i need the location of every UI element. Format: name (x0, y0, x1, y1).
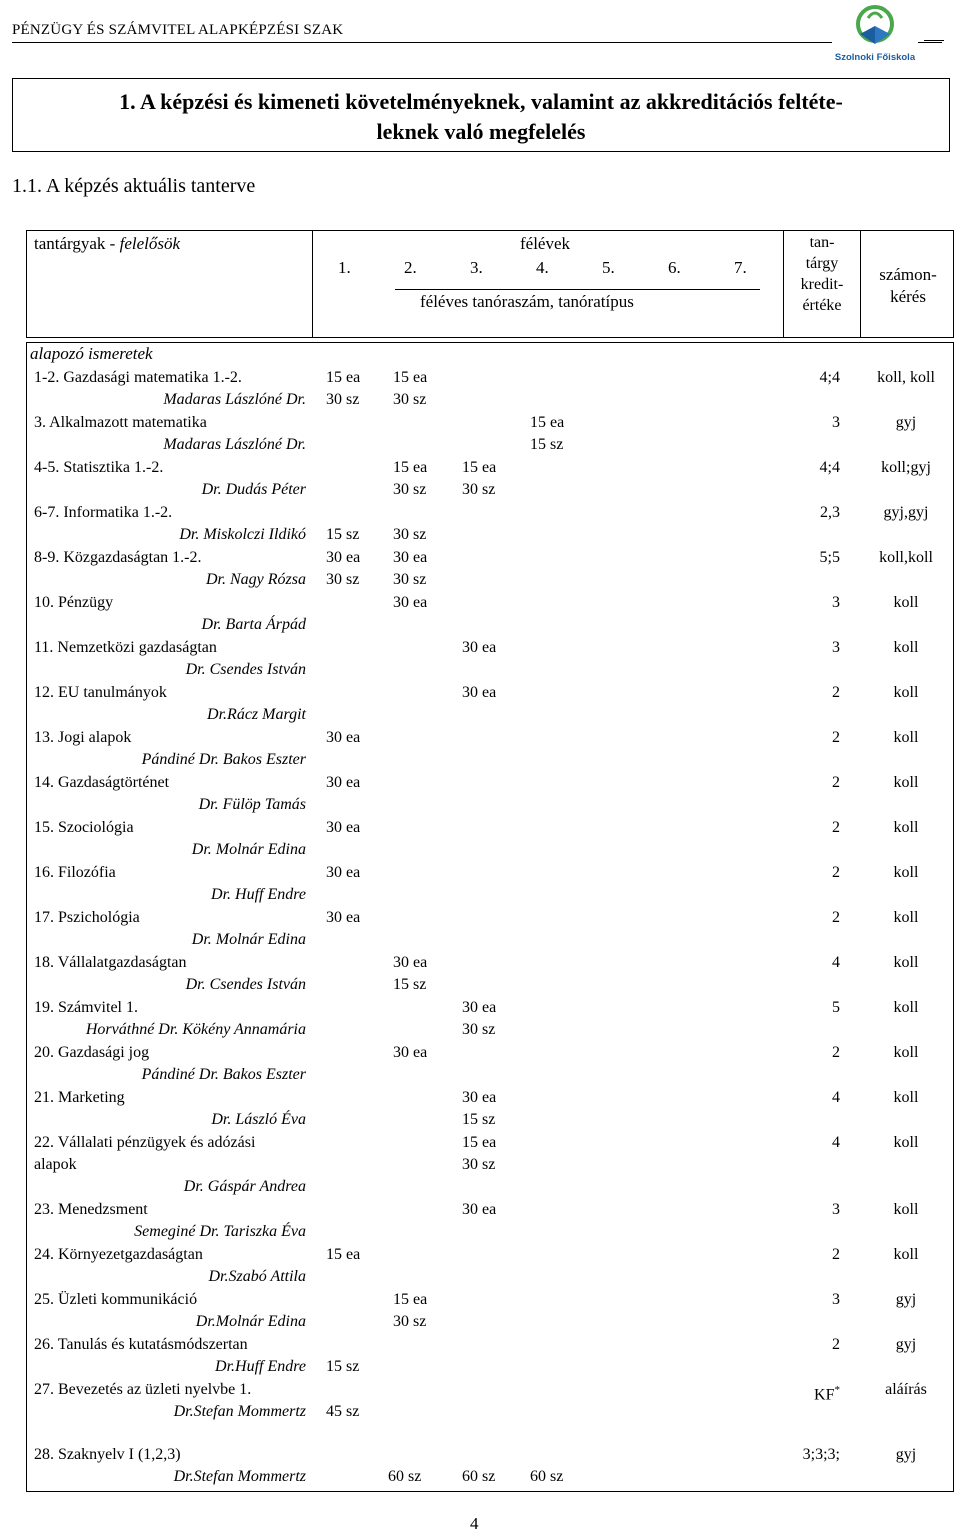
exam-type: koll (893, 594, 919, 611)
group-label: alapozó ismeretek (30, 344, 153, 363)
subject-name: 1-2. Gazdasági matematika 1.-2. (34, 369, 242, 386)
credit-value: 3;3;3; (802, 1446, 840, 1463)
subject-name: 20. Gazdasági jog (34, 1044, 150, 1061)
hours-cell: 15 ea (393, 459, 428, 476)
hours-cell: 30 sz (462, 481, 496, 498)
semester-number: 5. (602, 258, 615, 277)
subject-responsible: Dr. Miskolczi Ildikó (179, 526, 306, 543)
subject-responsible: Dr. Csendes István (185, 976, 306, 993)
subject-responsible: Semeginé Dr. Tariszka Éva (134, 1223, 306, 1240)
school-logo (832, 4, 918, 66)
section-title-box (12, 78, 950, 152)
hours-type-header: féléves tanóraszám, tanóratípus (420, 292, 634, 311)
credit-value: 4 (832, 1134, 840, 1151)
subject-name: 18. Vállalatgazdaságtan (34, 954, 187, 971)
exam-type: koll (893, 819, 919, 836)
hours-cell: 30 sz (462, 1021, 496, 1038)
hours-cell: 30 ea (462, 999, 497, 1016)
semester-number: 6. (668, 258, 681, 277)
subject-name: 10. Pénzügy (34, 594, 114, 611)
subject-name: 3. Alkalmazott matematika (34, 414, 207, 431)
credit-value: 2 (832, 864, 840, 881)
subjects-header: tantárgyak - felelősök (34, 234, 181, 253)
credit-value: 2 (832, 909, 840, 926)
hours-cell: 30 sz (393, 481, 427, 498)
subject-name: 27. Bevezetés az üzleti nyelvbe 1. (34, 1381, 252, 1398)
credit-value: 2 (832, 819, 840, 836)
hours-cell: 60 sz (388, 1468, 422, 1485)
exam-type: koll;gyj (881, 459, 931, 476)
exam-type: gyj (895, 1291, 917, 1308)
subject-name: 12. EU tanulmányok (34, 684, 167, 701)
section-title-line2: leknek való megfelelés (376, 119, 586, 144)
hours-cell: 30 sz (462, 1156, 496, 1173)
hours-cell: 30 sz (393, 571, 427, 588)
subject-responsible: Horváthné Dr. Kökény Annamária (85, 1021, 306, 1038)
semester-number: 4. (536, 258, 549, 277)
exam-type: gyj (895, 414, 917, 431)
subject-name: 8-9. Közgazdaságtan 1.-2. (34, 549, 202, 566)
credit-value: 2 (832, 1246, 840, 1263)
hours-cell: 15 ea (393, 1291, 428, 1308)
subject-name: 11. Nemzetközi gazdaságtan (34, 639, 217, 656)
hours-cell: 30 ea (326, 774, 361, 791)
subject-name: 21. Marketing (34, 1089, 125, 1106)
credit-value: 4;4 (819, 369, 840, 386)
subject-responsible: Dr.Huff Endre (215, 1358, 306, 1375)
credit-value: 4 (832, 1089, 840, 1106)
exam-type: gyj (895, 1336, 917, 1353)
credit-value: 3 (832, 1201, 840, 1218)
credit-value: 2 (832, 684, 840, 701)
exam-type: koll (893, 1246, 919, 1263)
hours-cell: 15 ea (393, 369, 428, 386)
hours-cell: 30 ea (393, 594, 428, 611)
hours-cell: 30 ea (393, 954, 428, 971)
subject-responsible: Dr. Huff Endre (211, 886, 306, 903)
exam-type: koll (893, 639, 919, 656)
subject-name: 15. Szociológia (34, 819, 134, 836)
credit-value: KF* (814, 1384, 840, 1404)
subject-responsible: Madaras Lászlóné Dr. (163, 391, 306, 408)
exam-type: koll,koll (879, 549, 933, 566)
exam-type: gyj (895, 1446, 917, 1463)
subject-name: 26. Tanulás és kutatásmódszertan (34, 1336, 248, 1353)
hours-cell: 15 sz (326, 526, 360, 543)
subject-responsible: Pándiné Dr. Bakos Eszter (141, 1066, 306, 1083)
exam-type: aláírás (885, 1381, 927, 1398)
hours-cell: 30 ea (462, 684, 497, 701)
credit-value: 5 (832, 999, 840, 1016)
subject-name: 16. Filozófia (34, 864, 116, 881)
subject-responsible: Dr. Dudás Péter (201, 481, 306, 498)
hours-cell: 30 ea (326, 864, 361, 881)
subject-name: 19. Számvitel 1. (34, 999, 138, 1016)
credit-value: 2 (832, 774, 840, 791)
logo-text: Szolnoki Főiskola (834, 52, 916, 63)
subject-responsible: Dr. Molnár Edina (191, 931, 306, 948)
exam-header: számon- kérés (879, 265, 937, 306)
page-number: 4 (470, 1514, 479, 1533)
semesters-header: félévek (520, 234, 571, 253)
credit-header: tan- tárgy kredit- értéke (800, 234, 844, 314)
hours-cell: 15 ea (462, 1134, 497, 1151)
exam-type: koll (893, 1201, 919, 1218)
logo-emblem-icon (832, 4, 918, 52)
hours-cell: 30 ea (326, 819, 361, 836)
hours-cell: 30 ea (393, 549, 428, 566)
exam-type: koll (893, 1134, 919, 1151)
hours-cell: 30 sz (393, 526, 427, 543)
hours-cell: 15 ea (530, 414, 565, 431)
credit-value: 3 (832, 414, 840, 431)
hours-cell: 60 sz (530, 1468, 564, 1485)
subject-responsible: Dr. László Éva (211, 1111, 306, 1128)
exam-type: koll, koll (877, 369, 935, 386)
hours-cell: 30 ea (326, 549, 361, 566)
hours-cell: 60 sz (462, 1468, 496, 1485)
hours-cell: 45 sz (326, 1403, 360, 1420)
hours-cell: 30 ea (462, 1089, 497, 1106)
subject-responsible: Madaras Lászlóné Dr. (163, 436, 306, 453)
subject-responsible: Dr. Barta Árpád (201, 616, 306, 633)
exam-type: gyj,gyj (883, 504, 929, 521)
exam-type: koll (893, 909, 919, 926)
semester-number: 2. (404, 258, 417, 277)
subject-name: 13. Jogi alapok (34, 729, 132, 746)
hours-cell: 15 sz (326, 1358, 360, 1375)
hours-cell: 30 ea (326, 729, 361, 746)
credit-value: 5;5 (819, 549, 840, 566)
subject-responsible: Dr.Rácz Margit (207, 706, 306, 723)
hours-cell: 15 ea (462, 459, 497, 476)
subject-name: 25. Üzleti kommunikáció (34, 1291, 198, 1308)
hours-cell: 30 ea (393, 1044, 428, 1061)
hours-cell: 15 ea (326, 1246, 361, 1263)
credit-value: 2,3 (820, 504, 840, 521)
subject-name: 4-5. Statisztika 1.-2. (34, 459, 164, 476)
credit-value: 2 (832, 1336, 840, 1353)
hours-cell: 30 sz (326, 571, 360, 588)
subject-name: 22. Vállalati pénzügyek és adózási (34, 1134, 256, 1151)
credit-value: 3 (832, 639, 840, 656)
subject-responsible: Pándiné Dr. Bakos Eszter (141, 751, 306, 768)
credit-value: 4 (832, 954, 840, 971)
hours-cell: 30 ea (462, 1201, 497, 1218)
hours-cell: 15 sz (530, 436, 564, 453)
subject-name: 28. Szaknyelv I (1,2,3) (34, 1446, 181, 1463)
exam-type: koll (893, 729, 919, 746)
exam-type: koll (893, 684, 919, 701)
hours-cell: 15 sz (462, 1111, 496, 1128)
credit-value: 2 (832, 1044, 840, 1061)
semester-header-rule (395, 289, 760, 290)
subject-responsible: Dr.Molnár Edina (195, 1313, 306, 1330)
footnote-mark: * (834, 1384, 840, 1396)
header-rule-tick (924, 40, 944, 41)
section-title-line1: 1. A képzési és kimeneti követelményeknek, valamint az akkreditációs feltéte- (119, 89, 843, 114)
header-rule (12, 42, 942, 43)
exam-type: koll (893, 1089, 919, 1106)
credit-value: 3 (832, 594, 840, 611)
running-header: PÉNZÜGY ÉS SZÁMVITEL ALAPKÉPZÉSI SZAK (12, 22, 344, 38)
exam-type: koll (893, 864, 919, 881)
subsection-title: 1.1. A képzés aktuális tanterve (12, 175, 256, 197)
credit-value: 4;4 (819, 459, 840, 476)
subject-name: 17. Pszichológia (34, 909, 140, 926)
subject-responsible: Dr. Csendes István (185, 661, 306, 678)
subject-responsible: Dr. Nagy Rózsa (205, 571, 306, 588)
subject-name-cont: alapok (34, 1156, 77, 1173)
credit-value: 3 (832, 1291, 840, 1308)
exam-type: koll (893, 1044, 919, 1061)
hours-cell: 15 ea (326, 369, 361, 386)
subject-responsible: Dr.Szabó Attila (208, 1268, 306, 1285)
semester-number: 7. (734, 258, 747, 277)
subject-responsible: Dr. Molnár Edina (191, 841, 306, 858)
hours-cell: 30 ea (326, 909, 361, 926)
exam-type: koll (893, 954, 919, 971)
credit-value: 2 (832, 729, 840, 746)
hours-cell: 30 sz (393, 391, 427, 408)
subject-responsible: Dr. Fülöp Tamás (198, 796, 306, 813)
semester-number: 3. (470, 258, 483, 277)
hours-cell: 30 ea (462, 639, 497, 656)
subject-name: 23. Menedzsment (34, 1201, 148, 1218)
hours-cell: 30 sz (326, 391, 360, 408)
subject-name: 6-7. Informatika 1.-2. (34, 504, 173, 521)
exam-type: koll (893, 774, 919, 791)
subject-responsible: Dr. Gáspár Andrea (183, 1178, 306, 1195)
hours-cell: 15 sz (393, 976, 427, 993)
subject-name: 24. Környezetgazdaságtan (34, 1246, 203, 1263)
subject-responsible: Dr.Stefan Mommertz (173, 1403, 306, 1420)
exam-header-divider (860, 230, 861, 338)
subject-name: 14. Gazdaságtörténet (34, 774, 170, 791)
semester-number: 1. (338, 258, 351, 277)
hours-cell: 30 sz (393, 1313, 427, 1330)
subject-responsible: Dr.Stefan Mommertz (173, 1468, 306, 1485)
exam-type: koll (893, 999, 919, 1016)
